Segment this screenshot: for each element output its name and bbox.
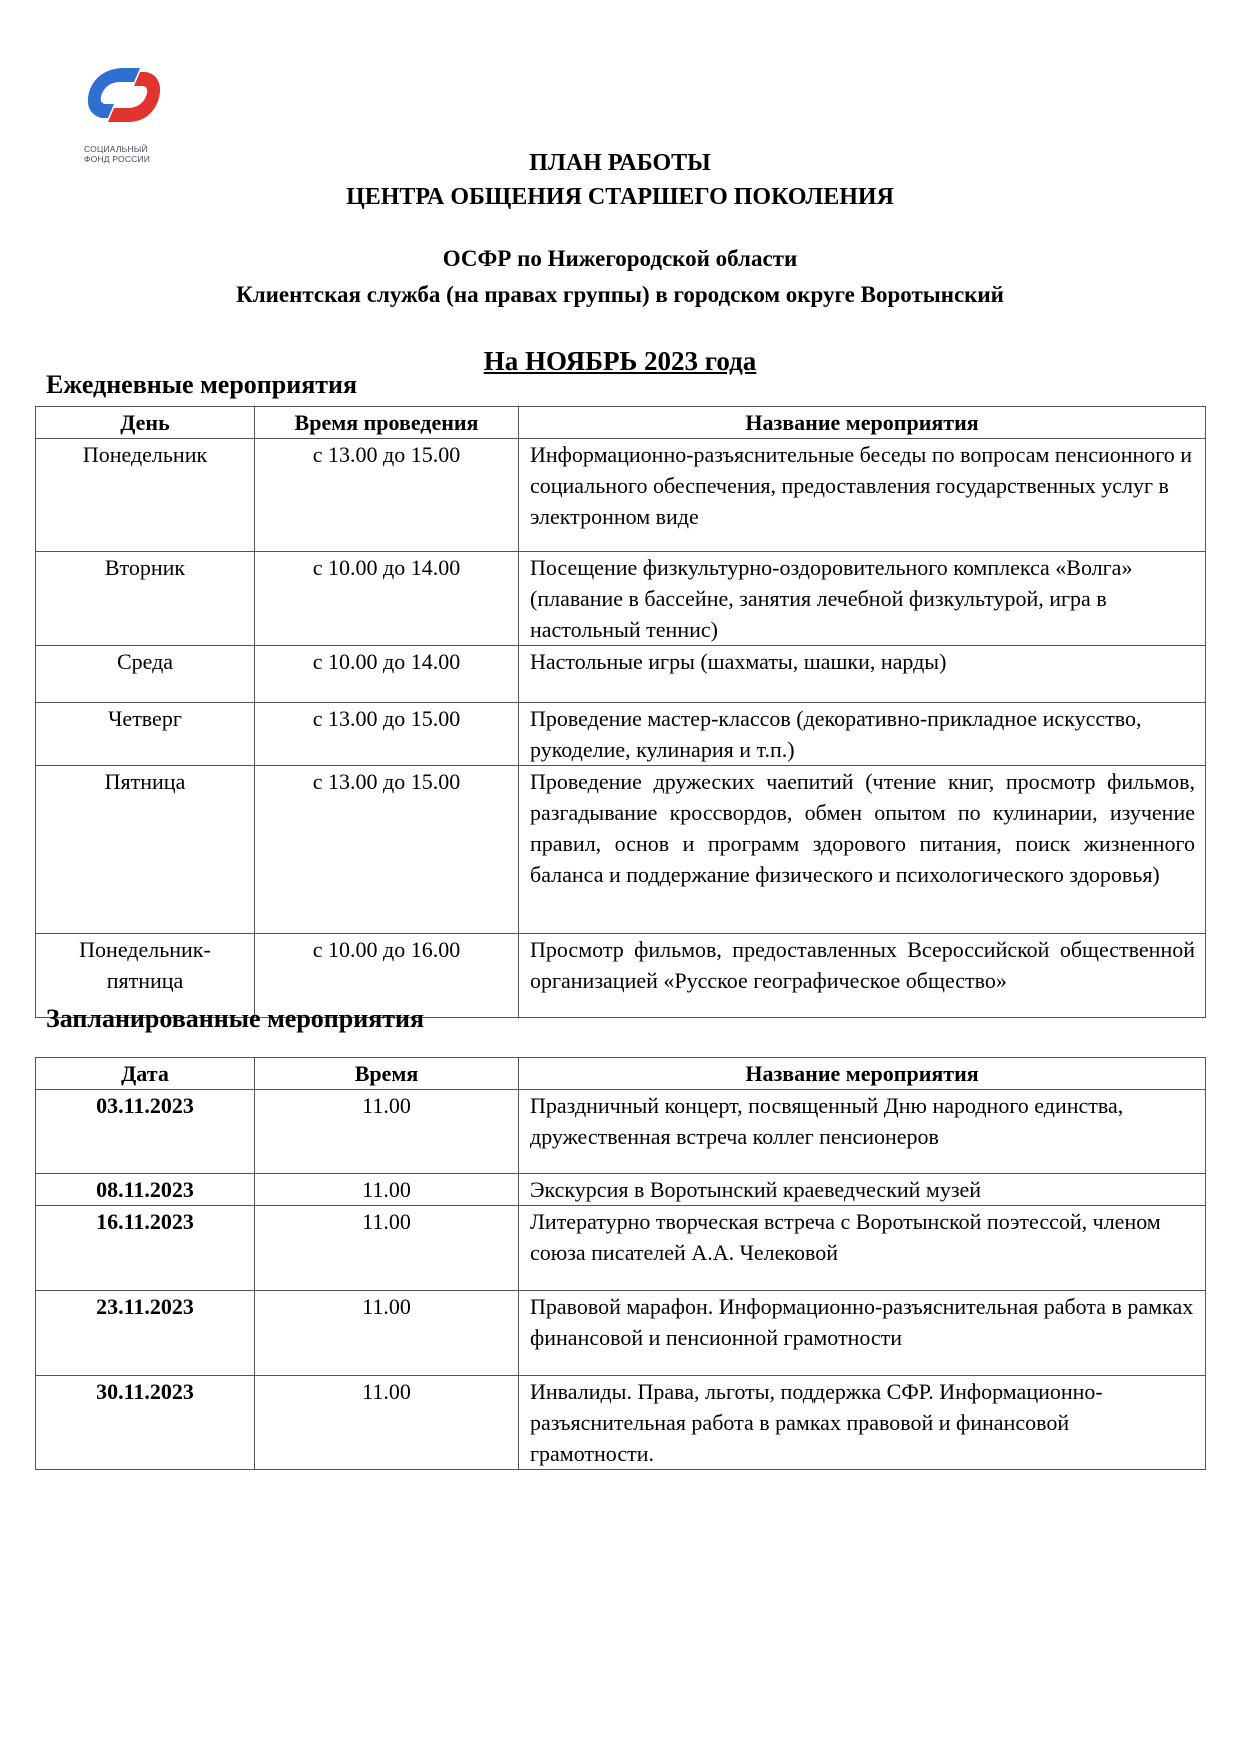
event-cell: Проведение мастер-классов (декоративно-прикладное искусство, рукоделие, кулинария и т.п.) bbox=[519, 703, 1206, 766]
planned-section-title: Запланированные мероприятия bbox=[46, 1004, 425, 1033]
organization-name: ОСФР по Нижегородской области bbox=[442, 246, 798, 271]
logo-line-2: ФОНД РОССИИ bbox=[84, 154, 151, 164]
event-cell: Просмотр фильмов, предоставленных Всероссийской общественной организацией «Русское географическое общество» bbox=[519, 934, 1206, 1018]
organization-block bbox=[34, 241, 1206, 313]
title-line-1: ПЛАН РАБОТЫ bbox=[529, 150, 711, 176]
time-cell: с 13.00 до 15.00 bbox=[255, 766, 519, 934]
client-service-name: Клиентская служба (на правах группы) в городском округе Воротынский bbox=[236, 282, 1004, 307]
time-cell: с 13.00 до 15.00 bbox=[255, 703, 519, 766]
table-row bbox=[36, 1376, 1206, 1470]
column-header-date: Дата bbox=[36, 1058, 255, 1090]
time-cell: с 10.00 до 16.00 bbox=[255, 934, 519, 1018]
time-cell: с 10.00 до 14.00 bbox=[255, 646, 519, 703]
column-header-time: Время проведения bbox=[255, 407, 519, 439]
event-cell: Проведение дружеских чаепитий (чтение книг, просмотр фильмов, разгадывание кроссвордов, обмен опытом по кулинарии, изучение правил, основ и программ здорового питания, поиск жизненного баланса и поддержание физического и психологического здоровья) bbox=[519, 766, 1206, 934]
date-cell: 08.11.2023 bbox=[36, 1174, 255, 1206]
date-cell: 30.11.2023 bbox=[36, 1376, 255, 1470]
period-title: На НОЯБРЬ 2023 года bbox=[483, 346, 757, 376]
event-cell: Экскурсия в Воротынский краеведческий музей bbox=[519, 1174, 1206, 1206]
table-row bbox=[36, 1090, 1206, 1174]
planned-events-table bbox=[35, 1057, 1206, 1470]
table-row bbox=[36, 1206, 1206, 1291]
table-row bbox=[36, 1174, 1206, 1206]
time-cell: 11.00 bbox=[255, 1206, 519, 1291]
table-row bbox=[36, 439, 1206, 552]
logo-line-1: СОЦИАЛЬНЫЙ bbox=[84, 144, 148, 154]
daily-section-title: Ежедневные мероприятия bbox=[46, 370, 358, 399]
column-header-event: Название мероприятия bbox=[519, 407, 1206, 439]
event-cell: Праздничный концерт, посвященный Дню народного единства, дружественная встреча коллег пенсионеров bbox=[519, 1090, 1206, 1174]
time-cell: с 10.00 до 14.00 bbox=[255, 552, 519, 646]
column-header-day: День bbox=[36, 407, 255, 439]
event-cell: Литературно творческая встреча с Воротынской поэтессой, членом союза писателей А.А. Челековой bbox=[519, 1206, 1206, 1291]
table-row bbox=[36, 646, 1206, 703]
event-cell: Настольные игры (шахматы, шашки, нарды) bbox=[519, 646, 1206, 703]
event-cell: Правовой марафон. Информационно-разъяснительная работа в рамках финансовой и пенсионной грамотности bbox=[519, 1291, 1206, 1376]
table-row bbox=[36, 552, 1206, 646]
table-row bbox=[36, 703, 1206, 766]
time-cell: 11.00 bbox=[255, 1291, 519, 1376]
table-row bbox=[36, 766, 1206, 934]
time-cell: 11.00 bbox=[255, 1090, 519, 1174]
day-cell: Пятница bbox=[36, 766, 255, 934]
document-title bbox=[34, 146, 1206, 214]
date-cell: 23.11.2023 bbox=[36, 1291, 255, 1376]
time-cell: 11.00 bbox=[255, 1174, 519, 1206]
date-cell: 03.11.2023 bbox=[36, 1090, 255, 1174]
time-cell: 11.00 bbox=[255, 1376, 519, 1470]
date-cell: 16.11.2023 bbox=[36, 1206, 255, 1291]
event-cell: Инвалиды. Права, льготы, поддержка СФР. Информационно-разъяснительная работа в рамках правовой и финансовой грамотности. bbox=[519, 1376, 1206, 1470]
title-line-2: ЦЕНТРА ОБЩЕНИЯ СТАРШЕГО ПОКОЛЕНИЯ bbox=[346, 184, 894, 210]
day-cell: Вторник bbox=[36, 552, 255, 646]
day-cell: Четверг bbox=[36, 703, 255, 766]
event-cell: Информационно-разъяснительные беседы по вопросам пенсионного и социального обеспечения, предоставления государственных услуг в электронном виде bbox=[519, 439, 1206, 552]
time-cell: с 13.00 до 15.00 bbox=[255, 439, 519, 552]
daily-events-table bbox=[35, 406, 1206, 1018]
column-header-time: Время bbox=[255, 1058, 519, 1090]
day-cell: Среда bbox=[36, 646, 255, 703]
table-row bbox=[36, 1291, 1206, 1376]
sfr-logo-mark bbox=[84, 64, 164, 124]
column-header-event: Название мероприятия bbox=[519, 1058, 1206, 1090]
day-cell: Понедельник-пятница bbox=[36, 934, 255, 1018]
day-cell: Понедельник bbox=[36, 439, 255, 552]
event-cell: Посещение физкультурно-оздоровительного комплекса «Волга» (плавание в бассейне, занятия лечебной физкультурой, игра в настольный теннис) bbox=[519, 552, 1206, 646]
